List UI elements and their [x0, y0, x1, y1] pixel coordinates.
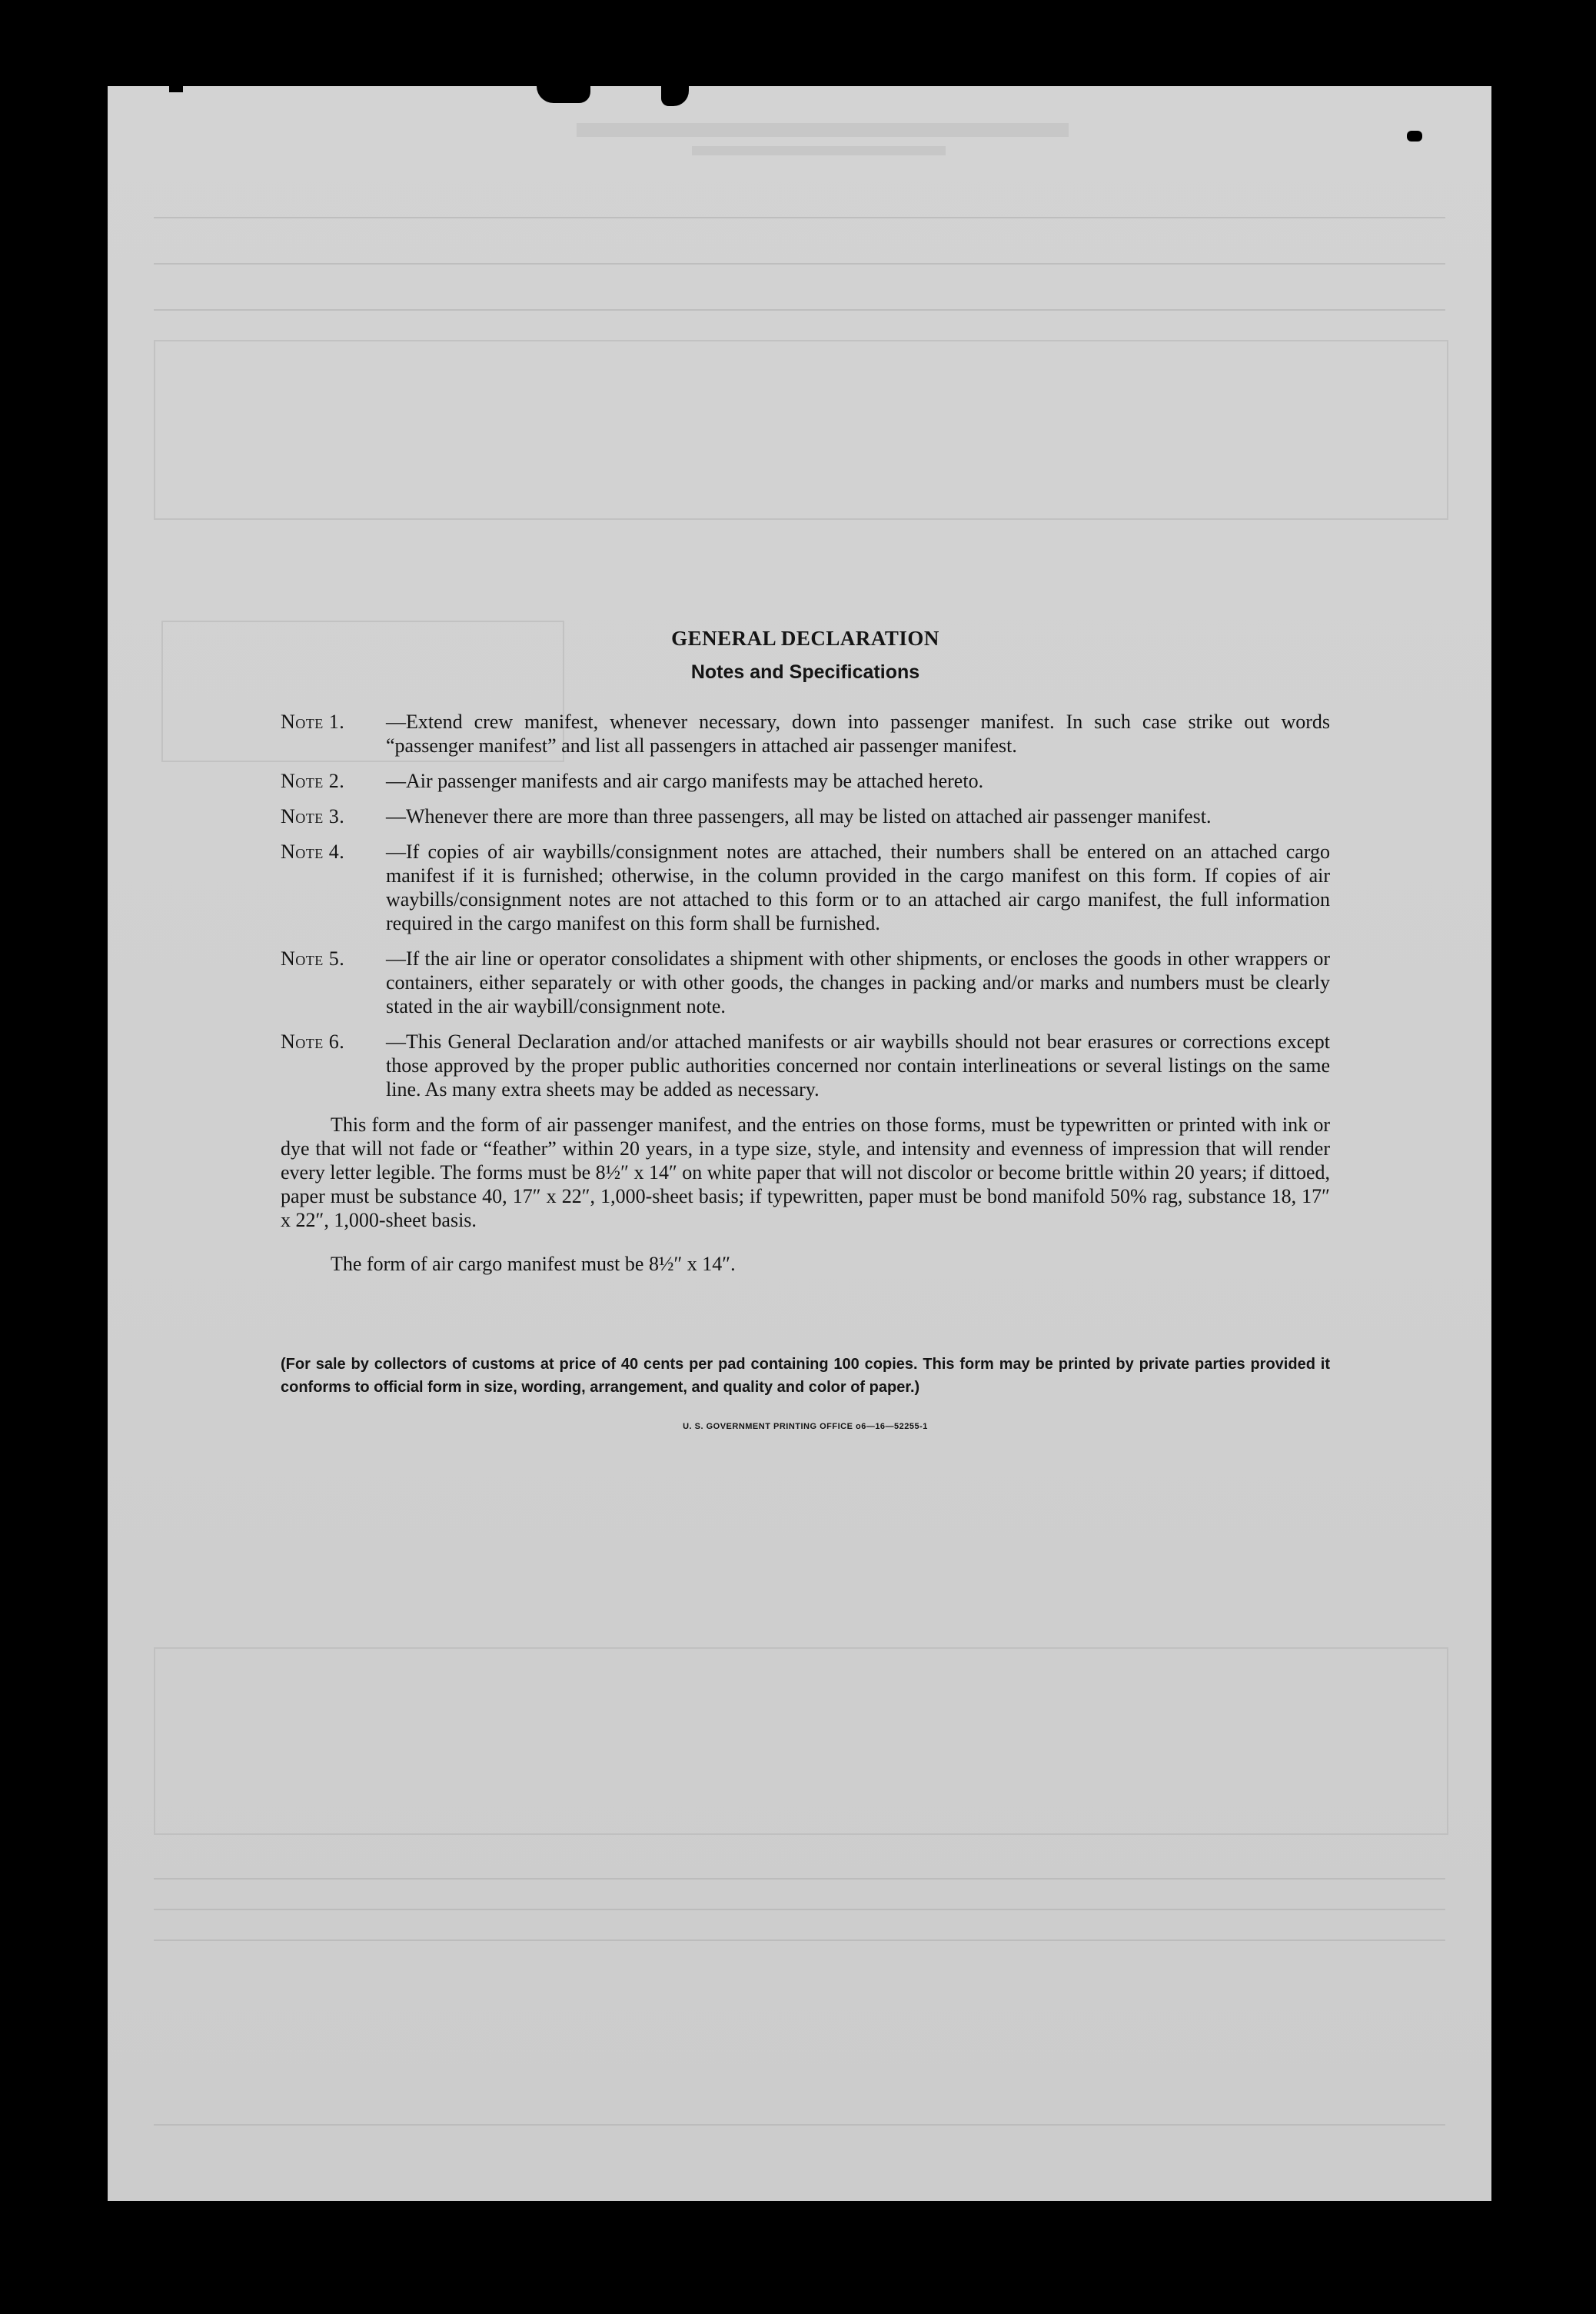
note-2	[281, 769, 1330, 793]
torn-edge-mark	[661, 86, 689, 106]
bleed-through-cargo-table	[154, 1647, 1448, 1835]
note-label: Note 4.	[281, 841, 345, 863]
note-text: —Whenever there are more than three passengers, all may be listed on attached air passenger manifest.	[386, 805, 1212, 827]
note-label: Note 1.	[281, 711, 345, 733]
note-label: Note 2.	[281, 770, 345, 792]
torn-edge-mark	[1407, 131, 1422, 142]
bleed-through-line	[154, 1939, 1445, 1941]
bleed-through-line	[154, 1878, 1445, 1880]
sale-notice: (For sale by collectors of customs at price of 40 cents per pad containing 100 copies. This form may be printed by private parties provided it conforms to official form in size, wording, arrangement, and quality and color of paper.)	[281, 1356, 1330, 1396]
note-label: Note 5.	[281, 947, 345, 970]
note-text: —Air passenger manifests and air cargo manifests may be attached hereto.	[386, 770, 984, 792]
printing-office-imprint: U. S. GOVERNMENT PRINTING OFFICE o6—16—52255-1	[683, 1422, 928, 1431]
note-text: —This General Declaration and/or attached manifests or air waybills should not bear erasures or corrections except those approved by the proper public authorities concerned nor contain interlineations or several listings on the same line. As many extra sheets may be added as necessary.	[386, 1030, 1330, 1100]
note-6	[281, 1030, 1330, 1101]
page-subtitle: Notes and Specifications	[690, 661, 920, 683]
bleed-through-line	[154, 2124, 1445, 2126]
note-label: Note 6.	[281, 1030, 345, 1053]
page-title: GENERAL DECLARATION	[671, 627, 939, 650]
bleed-through-itinerary-table	[154, 340, 1448, 520]
note-1	[281, 710, 1330, 757]
note-text: —Extend crew manifest, whenever necessary, down into passenger manifest. In such case strike out words “passenger manifest” and list all passengers in attached air passenger manifest.	[386, 711, 1330, 757]
specification-paragraph: This form and the form of air passenger manifest, and the entries on those forms, must be typewritten or printed with ink or dye that will not fade or “feather” within 20 years, in a type size, style, and intensity and evenness of impression that will render every letter legible. The forms must be 8½″ x 14″ on white paper that will not discolor or become brittle within 20 years; if dittoed, paper must be substance 40, 17″ x 22″, 1,000-sheet basis; if typewritten, paper must be bond manifold 50% rag, substance 18, 17″ x 22″, 1,000-sheet basis.	[281, 1114, 1330, 1231]
bleed-through-subtitle	[692, 146, 946, 155]
torn-edge-mark	[169, 86, 183, 92]
bleed-through-title	[577, 123, 1069, 137]
note-text: —If the air line or operator consolidates a shipment with other shipments, or encloses the goods in other wrappers or containers, either separately or with other goods, the changes in packing and/or marks and numbers must be clearly stated in the air waybill/consignment note.	[386, 947, 1330, 1017]
note-3	[281, 804, 1330, 828]
note-4	[281, 840, 1330, 935]
note-text: —If copies of air waybills/consignment notes are attached, their numbers shall be entered on an attached cargo manifest if it is furnished; otherwise, in the column provided in the cargo manifest on this form. If copies of air waybills/consignment notes are not attached to this form or to an attached air cargo manifest, the full information required in the cargo manifest on this form shall be furnished.	[386, 841, 1330, 934]
bleed-through-line	[154, 309, 1445, 311]
bleed-through-line	[154, 1909, 1445, 1910]
note-label: Note 3.	[281, 805, 345, 827]
note-5	[281, 947, 1330, 1018]
torn-edge-mark	[537, 86, 590, 103]
bleed-through-line	[154, 217, 1445, 218]
bleed-through-line	[154, 263, 1445, 265]
declaration-notes	[281, 627, 1330, 1440]
cargo-manifest-size: The form of air cargo manifest must be 8½″ x 14″.	[331, 1253, 736, 1275]
